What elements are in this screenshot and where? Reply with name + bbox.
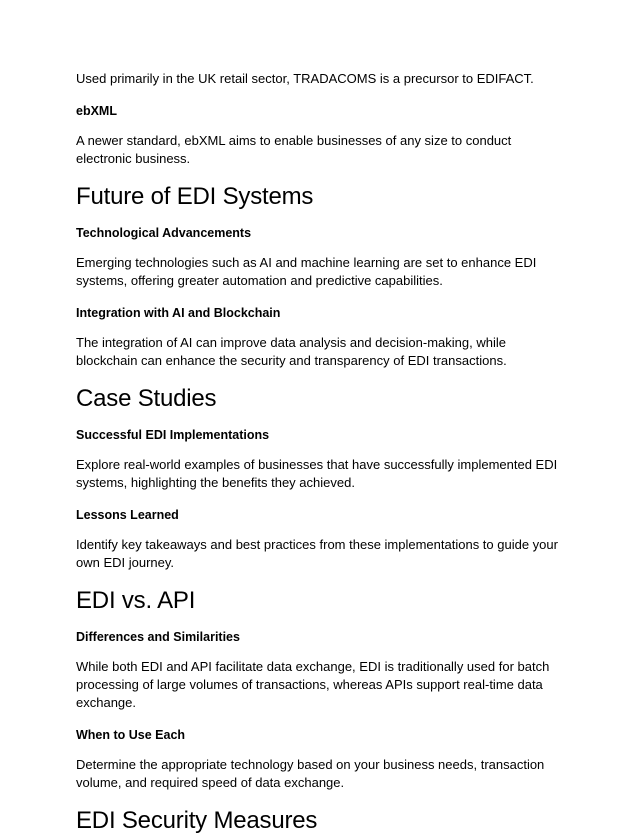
subheading-lessons-learned: Lessons Learned — [76, 508, 179, 522]
subheading-differences-similarities: Differences and Similarities — [76, 630, 240, 644]
subheading-tech-advancements: Technological Advancements — [76, 226, 252, 240]
paragraph-differences-similarities: While both EDI and API facilitate data exchange, EDI is traditionally used for batch processing of large volumes of transactions, whereas APIs support real-time data exchange. — [76, 659, 550, 710]
paragraph-ai-blockchain: The integration of AI can improve data analysis and decision-making, while blockchain can enhance the security and transparency of EDI transactions. — [76, 335, 507, 368]
paragraph-tradacoms: Used primarily in the UK retail sector, TRADACOMS is a precursor to EDIFACT. — [76, 71, 534, 86]
paragraph-ebxml: A newer standard, ebXML aims to enable businesses of any size to conduct electronic business. — [76, 133, 512, 166]
subheading-ai-blockchain: Integration with AI and Blockchain — [76, 306, 281, 320]
heading-future-of-edi: Future of EDI Systems — [76, 183, 314, 210]
subheading-when-to-use: When to Use Each — [76, 728, 186, 742]
heading-case-studies: Case Studies — [76, 385, 217, 412]
paragraph-successful-implementations: Explore real-world examples of businesses that have successfully implemented EDI systems, highlighting the benefits they achieved. — [76, 457, 558, 490]
paragraph-when-to-use: Determine the appropriate technology based on your business needs, transaction volume, and required speed of data exchange. — [76, 757, 545, 790]
subheading-successful-implementations: Successful EDI Implementations — [76, 428, 270, 442]
subheading-ebxml: ebXML — [76, 104, 117, 118]
paragraph-lessons-learned: Identify key takeaways and best practices from these implementations to guide your own EDI journey. — [76, 537, 558, 570]
paragraph-tech-advancements: Emerging technologies such as AI and machine learning are set to enhance EDI systems, offering greater automation and predictive capabilities. — [76, 255, 537, 288]
heading-edi-vs-api: EDI vs. API — [76, 587, 196, 614]
heading-edi-security: EDI Security Measures — [76, 807, 318, 834]
